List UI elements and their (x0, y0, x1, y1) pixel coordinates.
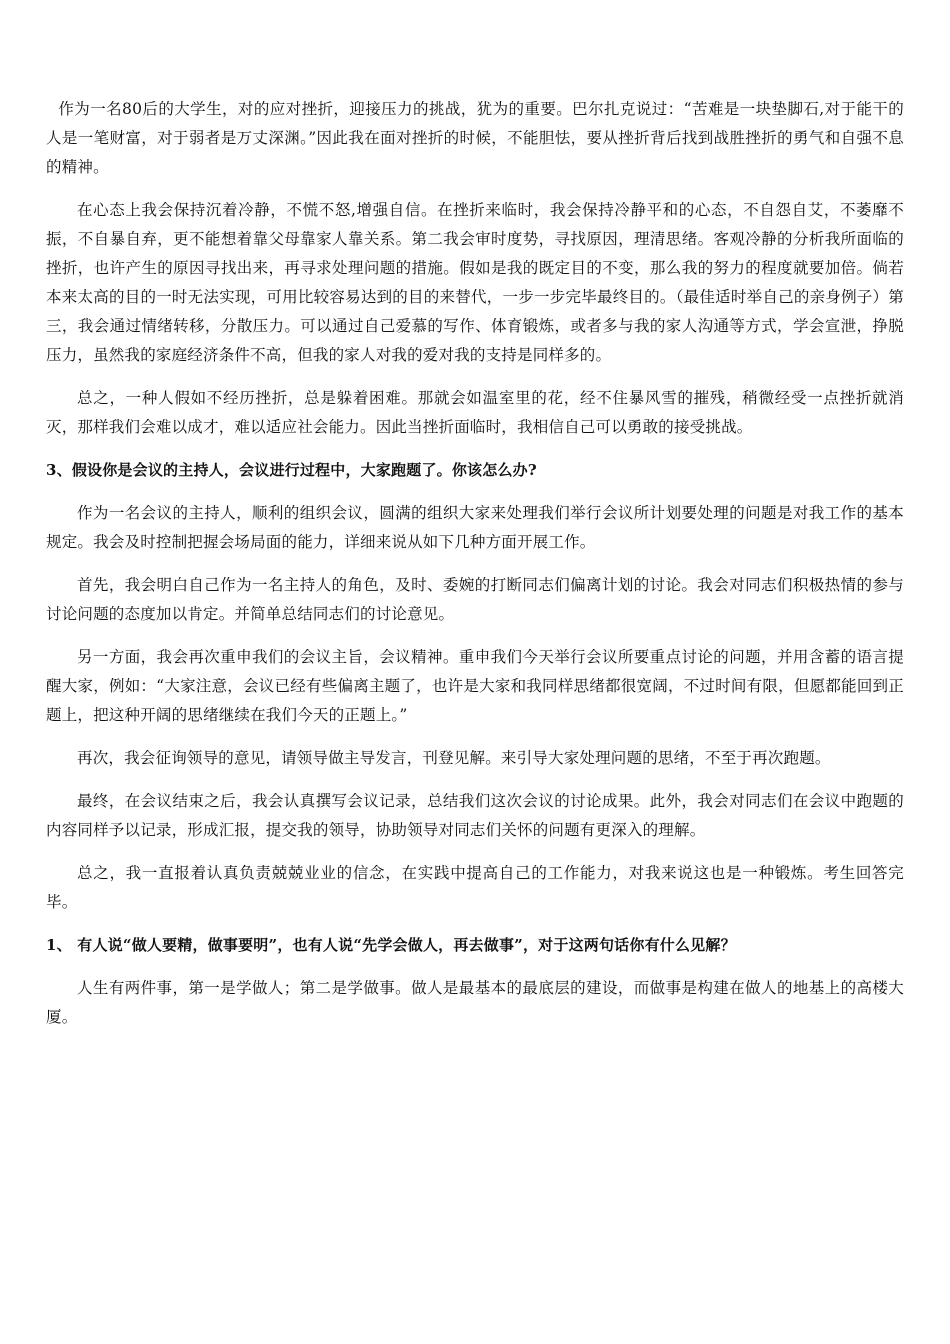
question-heading-3: 3、假设你是会议的主持人，会议进行过程中，大家跑题了。你该怎么办? (46, 461, 537, 479)
paragraph-third-step: 再次，我会征询领导的意见，请领导做主导发言，刊登见解。来引导大家处理问题的思绪，不至于再次跑题。 (77, 749, 831, 767)
paragraph-intro: 作为一名80后的大学生，对的应对挫折，迎接压力的挑战，犹为的重要。巴尔扎克说过：“苦难是一块垫脚石,对于能干的人是一笔财富，对于弱者是万丈深渊。”因此我在面对挫折的时候，不能胆怯，要从挫折背后找到战胜挫折的勇气和自强不息的精神。 (46, 100, 904, 176)
paragraph-second-step: 另一方面，我会再次重申我们的会议主旨，会议精神。重申我们今天举行会议所要重点讨论的问题，并用含蓄的语言提醒大家，例如：“大家注意，会议已经有些偏离主题了，也许是大家和我同样思绪都很宽阔，不过时间有限，但愿都能回到正题上，把这种开阔的思绪继续在我们今天的正题上。” (46, 648, 904, 724)
paragraph-host-role: 作为一名会议的主持人，顺利的组织会议，圆满的组织大家来处理我们举行会议所计划要处理的问题是对我工作的基本规定。我会及时控制把握会场局面的能力，详细来说从如下几种方面开展工作。 (46, 504, 904, 551)
paragraph-attitude: 在心态上我会保持沉着冷静，不慌不怒,增强自信。在挫折来临时，我会保持冷静平和的心态，不自怨自艾，不萎靡不振，不自暴自弃，更不能想着靠父母靠家人靠关系。第二我会审时度势，寻找原因，理清思绪。客观冷静的分析我所面临的挫折，也许产生的原因寻找出来，再寻求处理问题的措施。假如是我的既定目的不变，那么我的努力的程度就要加倍。倘若本来太高的目的一时无法实现，可用比较容易达到的目的来替代，一步一步完毕最终目的。（最佳适时举自己的亲身例子）第三，我会通过情绪转移，分散压力。可以通过自己爱慕的写作、体育锻炼，或者多与我的家人沟通等方式，学会宣泄，挣脱压力，虽然我的家庭经济条件不高，但我的家人对我的爱对我的支持是同样多的。 (46, 201, 904, 364)
paragraph-summary-1: 总之，一种人假如不经历挫折，总是躲着困难。那就会如温室里的花，经不住暴风雪的摧残，稍微经受一点挫折就消灭，那样我们会难以成才，难以适应社会能力。因此当挫折面临时，我相信自己可以勇敢的接受挑战。 (46, 389, 904, 436)
paragraph-final-step: 最终，在会议结束之后，我会认真撰写会议记录，总结我们这次会议的讨论成果。此外，我会对同志们在会议中跑题的内容同样予以记录，形成汇报，提交我的领导，协助领导对同志们关怀的问题有更深入的理解。 (46, 792, 904, 839)
paragraph-life-two-things: 人生有两件事，第一是学做人；第二是学做事。做人是最基本的最底层的建设，而做事是构建在做人的地基上的高楼大厦。 (46, 979, 904, 1026)
question-heading-1: 1、 有人说“做人要精，做事要明”，也有人说“先学会做人，再去做事”，对于这两句话你有什么见解？ (46, 936, 736, 954)
paragraph-summary-2: 总之，我一直报着认真负责兢兢业业的信念，在实践中提高自己的工作能力，对我来说这也是一种锻炼。考生回答完毕。 (46, 864, 904, 911)
paragraph-first-step: 首先，我会明白自己作为一名主持人的角色，及时、委婉的打断同志们偏离计划的讨论。我会对同志们积极热情的参与讨论问题的态度加以肯定。并简单总结同志们的讨论意见。 (46, 576, 904, 623)
